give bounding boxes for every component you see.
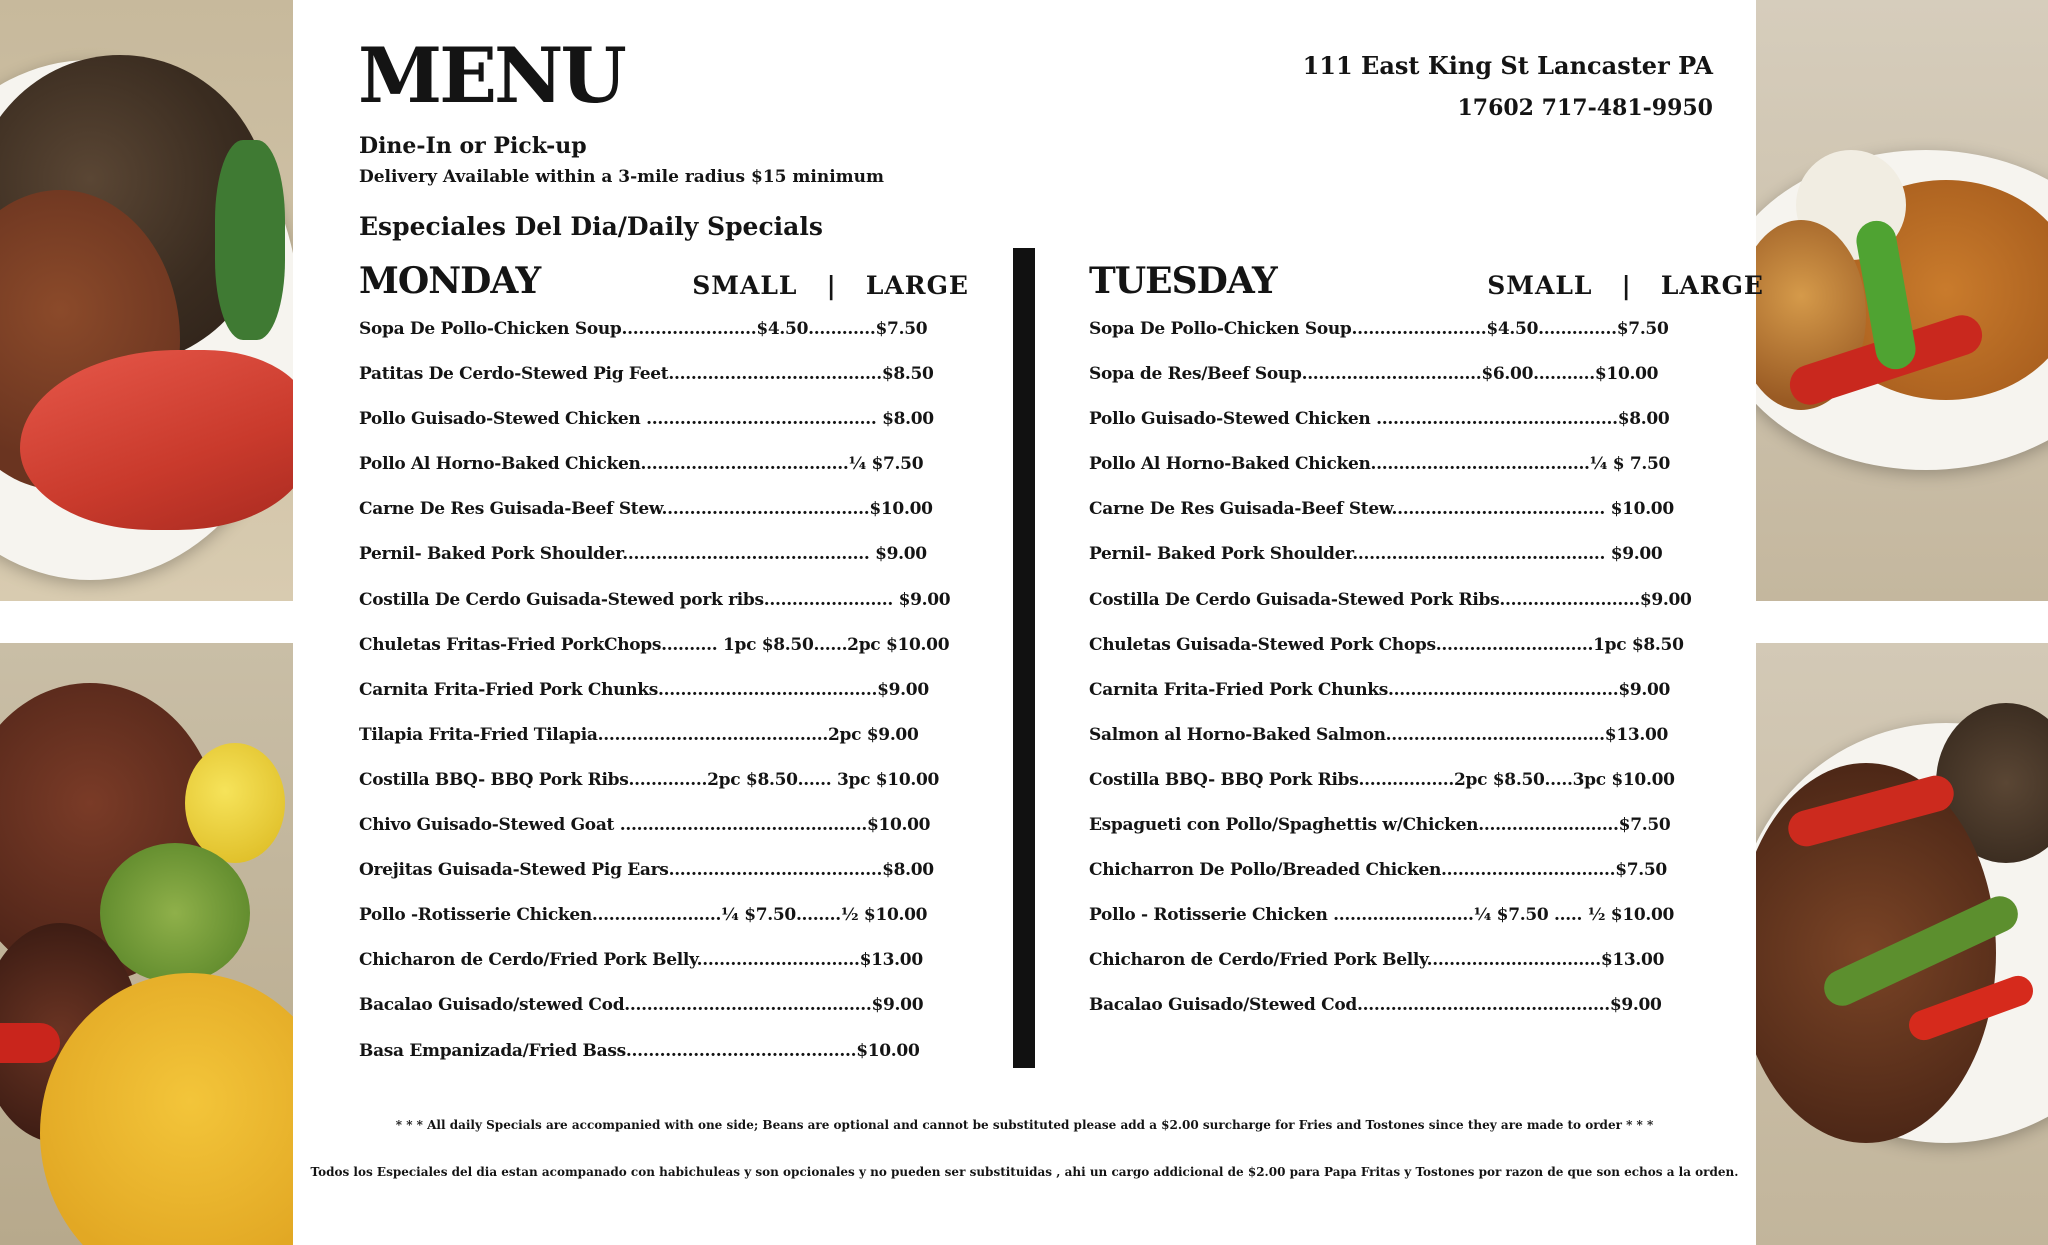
menu-item: Chicharron De Pollo/Breaded Chicken...............................$7.50 — [1089, 860, 1667, 881]
menu-item: Carnita Frita-Fried Pork Chunks.........................................$9.00 — [1089, 679, 1671, 700]
menu-item: Pernil- Baked Pork Shoulder............................................. $9.00 — [1089, 544, 1663, 565]
address-line-1: 111 East King St Lancaster PA — [1302, 51, 1713, 80]
menu-item: Tilapia Frita-Fried Tilapia.........................................2pc $9.00 — [359, 724, 919, 745]
monday-title: MONDAY — [359, 260, 541, 302]
monday-header — [359, 260, 1049, 318]
address-line-2: 17602 717-481-9950 — [1457, 95, 1713, 121]
menu-item: Sopa De Pollo-Chicken Soup........................$4.50..............$7.50 — [1089, 319, 1669, 339]
menu-item: Chivo Guisado-Stewed Goat ............................................$10.00 — [359, 815, 931, 836]
menu-item: Chuletas Guisada-Stewed Pork Chops............................1pc $8.50 — [1089, 634, 1684, 655]
menu-item: Sopa De Pollo-Chicken Soup........................$4.50............$7.50 — [359, 319, 928, 339]
menu-item: Pollo Al Horno-Baked Chicken.......................................¼ $ 7.50 — [1089, 454, 1671, 475]
dine-in-pickup-text: Dine-In or Pick-up — [359, 133, 587, 159]
delivery-info-text: Delivery Available within a 3-mile radius $15 minimum — [359, 167, 884, 187]
menu-item: Orejitas Guisada-Stewed Pig Ears......................................$8.00 — [359, 860, 934, 881]
menu-title: MENU — [358, 31, 624, 120]
footer-note-spanish: Todos los Especiales del dia estan acompanado con habichuleas y son opcionales y no pueden ser substituidas , ahi un cargo addicional de $2.00 para Papa Fritas y Tostones por razon de que son echos a la orden. — [310, 1165, 1739, 1179]
menu-item: Pollo -Rotisserie Chicken.......................¼ $7.50........½ $10.00 — [359, 905, 928, 926]
menu-item: Chuletas Fritas-Fried PorkChops.......... 1pc $8.50......2pc $10.00 — [359, 634, 950, 655]
pork-yellow-rice-plate-photo — [0, 643, 293, 1245]
chicken-rice-beans-plate-photo — [1756, 0, 2048, 601]
menu-item: Carnita Frita-Fried Pork Chunks.......................................$9.00 — [359, 679, 929, 700]
tuesday-title: TUESDAY — [1089, 260, 1277, 302]
menu-item: Pollo - Rotisserie Chicken .........................¼ $7.50 ..... ½ $10.00 — [1089, 905, 1675, 926]
menu-item: Patitas De Cerdo-Stewed Pig Feet......................................$8.50 — [359, 364, 934, 385]
footer-note-english: * * * All daily Specials are accompanied with one side; Beans are optional and cannot be substituted please add a $2.00 surcharge for Fries and Tostones since they are made to order * * * — [395, 1118, 1654, 1132]
menu-item: Espagueti con Pollo/Spaghettis w/Chicken.........................$7.50 — [1089, 815, 1671, 836]
monday-column — [359, 260, 1049, 1085]
menu-item: Bacalao Guisado/stewed Cod............................................$9.00 — [359, 995, 924, 1016]
tuesday-column — [1089, 260, 1764, 1040]
column-divider — [1013, 248, 1035, 1068]
monday-items-list — [359, 318, 1049, 1085]
menu-item: Carne De Res Guisada-Beef Stew.....................................$10.00 — [359, 499, 933, 520]
menu-item: Bacalao Guisado/Stewed Cod.............................................$9.00 — [1089, 995, 1662, 1016]
menu-item: Basa Empanizada/Fried Bass.........................................$10.00 — [359, 1040, 920, 1061]
menu-item: Costilla De Cerdo Guisada-Stewed Pork Ribs.........................$9.00 — [1089, 589, 1692, 610]
stewed-pork-peppers-plate-photo — [1756, 643, 2048, 1245]
monday-size-header: SMALL | LARGE — [692, 271, 969, 300]
menu-item: Salmon al Horno-Baked Salmon.......................................$13.00 — [1089, 724, 1669, 745]
menu-item: Sopa de Res/Beef Soup................................$6.00...........$10.00 — [1089, 364, 1659, 385]
menu-item: Pollo Guisado-Stewed Chicken ......................................... $8.00 — [359, 409, 934, 430]
menu-item: Costilla BBQ- BBQ Pork Ribs..............2pc $8.50...... 3pc $10.00 — [359, 769, 940, 790]
tuesday-items-list — [1089, 318, 1764, 1040]
rice-and-beans-plate-photo — [0, 0, 293, 601]
tuesday-header — [1089, 260, 1764, 318]
menu-item: Costilla BBQ- BBQ Pork Ribs.................2pc $8.50.....3pc $10.00 — [1089, 769, 1675, 790]
tuesday-size-header: SMALL | LARGE — [1487, 271, 1764, 300]
daily-specials-heading: Especiales Del Dia/Daily Specials — [359, 212, 823, 241]
menu-item: Chicharon de Cerdo/Fried Pork Belly...............................$13.00 — [1089, 950, 1665, 971]
menu-item: Pollo Al Horno-Baked Chicken.....................................¼ $7.50 — [359, 454, 924, 475]
menu-item: Carne De Res Guisada-Beef Stew...................................... $10.00 — [1089, 499, 1674, 520]
menu-item: Costilla De Cerdo Guisada-Stewed pork ribs....................... $9.00 — [359, 589, 951, 610]
menu-item: Pollo Guisado-Stewed Chicken ...........................................$8.00 — [1089, 409, 1670, 430]
menu-item: Pernil- Baked Pork Shoulder............................................ $9.00 — [359, 544, 927, 565]
menu-panel — [293, 0, 1764, 1245]
menu-item: Chicharon de Cerdo/Fried Pork Belly.............................$13.00 — [359, 950, 923, 971]
